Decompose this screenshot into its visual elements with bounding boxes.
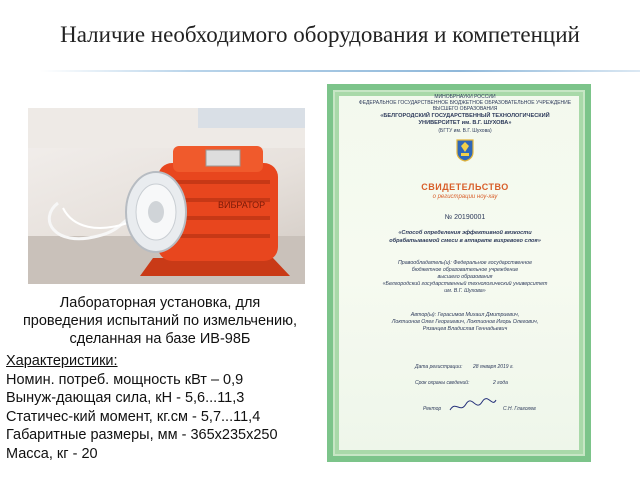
cert-university-short: (БГТУ им. В.Г. Шухова) (438, 128, 492, 134)
cert-term: 2 года (493, 380, 508, 386)
cert-holder: Правообладатель(и): Федеральное государственное (397, 260, 533, 266)
characteristic-item: Номин. потреб. мощность кВт – 0,9 (6, 371, 244, 388)
cert-institution-type: ВЫСШЕГО ОБРАЗОВАНИЯ (432, 106, 498, 112)
cert-authors: Автор(ы): Герасимов Михаил Дмитриевич, (410, 312, 520, 318)
signature-icon (448, 396, 498, 416)
cert-rector-name: С.Н. Глаголев (503, 406, 536, 412)
caption-line: проведения испытаний по измельчению, (22, 313, 298, 329)
cert-reg-date-label: Дата регистрации: (415, 364, 463, 370)
caption-line: Лабораторная установка, для (59, 295, 261, 311)
vibrator-motor-illustration (28, 108, 305, 284)
cert-knowhow-name: «Способ определения эффективной вязкости (398, 230, 532, 236)
coat-of-arms-icon (455, 138, 475, 162)
characteristic-item: Габаритные размеры, мм - 365х235х250 (6, 427, 278, 443)
cert-number: № 20190001 (444, 214, 486, 221)
cert-holder: «Белгородский государственный технологический университет (382, 281, 548, 287)
cert-institution-type: ФЕДЕРАЛЬНОЕ ГОСУДАРСТВЕННОЕ БЮДЖЕТНОЕ ОБРАЗОВАТЕЛЬНОЕ УЧРЕЖДЕНИЕ (358, 100, 572, 106)
characteristic-item: Масса, кг - 20 (6, 445, 98, 462)
cert-title: СВИДЕТЕЛЬСТВО (421, 182, 509, 192)
knowhow-certificate (327, 84, 591, 462)
slide-title: Наличие необходимого оборудования и компетенций (60, 22, 580, 47)
cert-holder: им. В.Г. Шухова» (444, 288, 486, 294)
cert-term-label: Срок охраны сведений: (415, 380, 470, 386)
cert-university: УНИВЕРСИТЕТ им. В.Г. ШУХОВА» (418, 120, 512, 126)
characteristics-list (6, 352, 278, 463)
cert-reg-date: 28 января 2019 г. (473, 364, 514, 370)
caption-line: сделанная на базе ИВ-98Б (69, 331, 251, 347)
cert-holder: высшего образования (437, 274, 493, 280)
equipment-caption (10, 294, 310, 348)
cert-authors: Рязанцев Владислав Геннадьевич (422, 326, 508, 332)
characteristic-item: Статичес-кий момент, кг.см - 5,7...11,4 (6, 408, 261, 425)
characteristic-item: Вынуж-дающая сила, кН - 5,6...11,3 (6, 390, 245, 406)
characteristics-heading: Характеристики: (6, 353, 118, 369)
cert-rector-label: Ректор (423, 406, 442, 412)
cert-knowhow-name: обрабатываемой смеси в аппарате вихревого слоя» (389, 238, 541, 244)
cert-authors: Локтионов Олег Георгиевич, Локтионов Игорь Олегович, (391, 319, 539, 325)
cert-university: «БЕЛГОРОДСКИЙ ГОСУДАРСТВЕННЫЙ ТЕХНОЛОГИЧЕСКИЙ (380, 113, 550, 119)
motor-label: ВИБРАТОР (218, 200, 266, 210)
title-divider (40, 70, 640, 72)
cert-subtitle: о регистрации ноу-хау (432, 194, 498, 200)
cert-ministry: МИНОБРНАУКИ РОССИИ (434, 94, 496, 100)
cert-holder: бюджетное образовательное учреждение (411, 267, 519, 273)
equipment-photo (28, 108, 305, 284)
